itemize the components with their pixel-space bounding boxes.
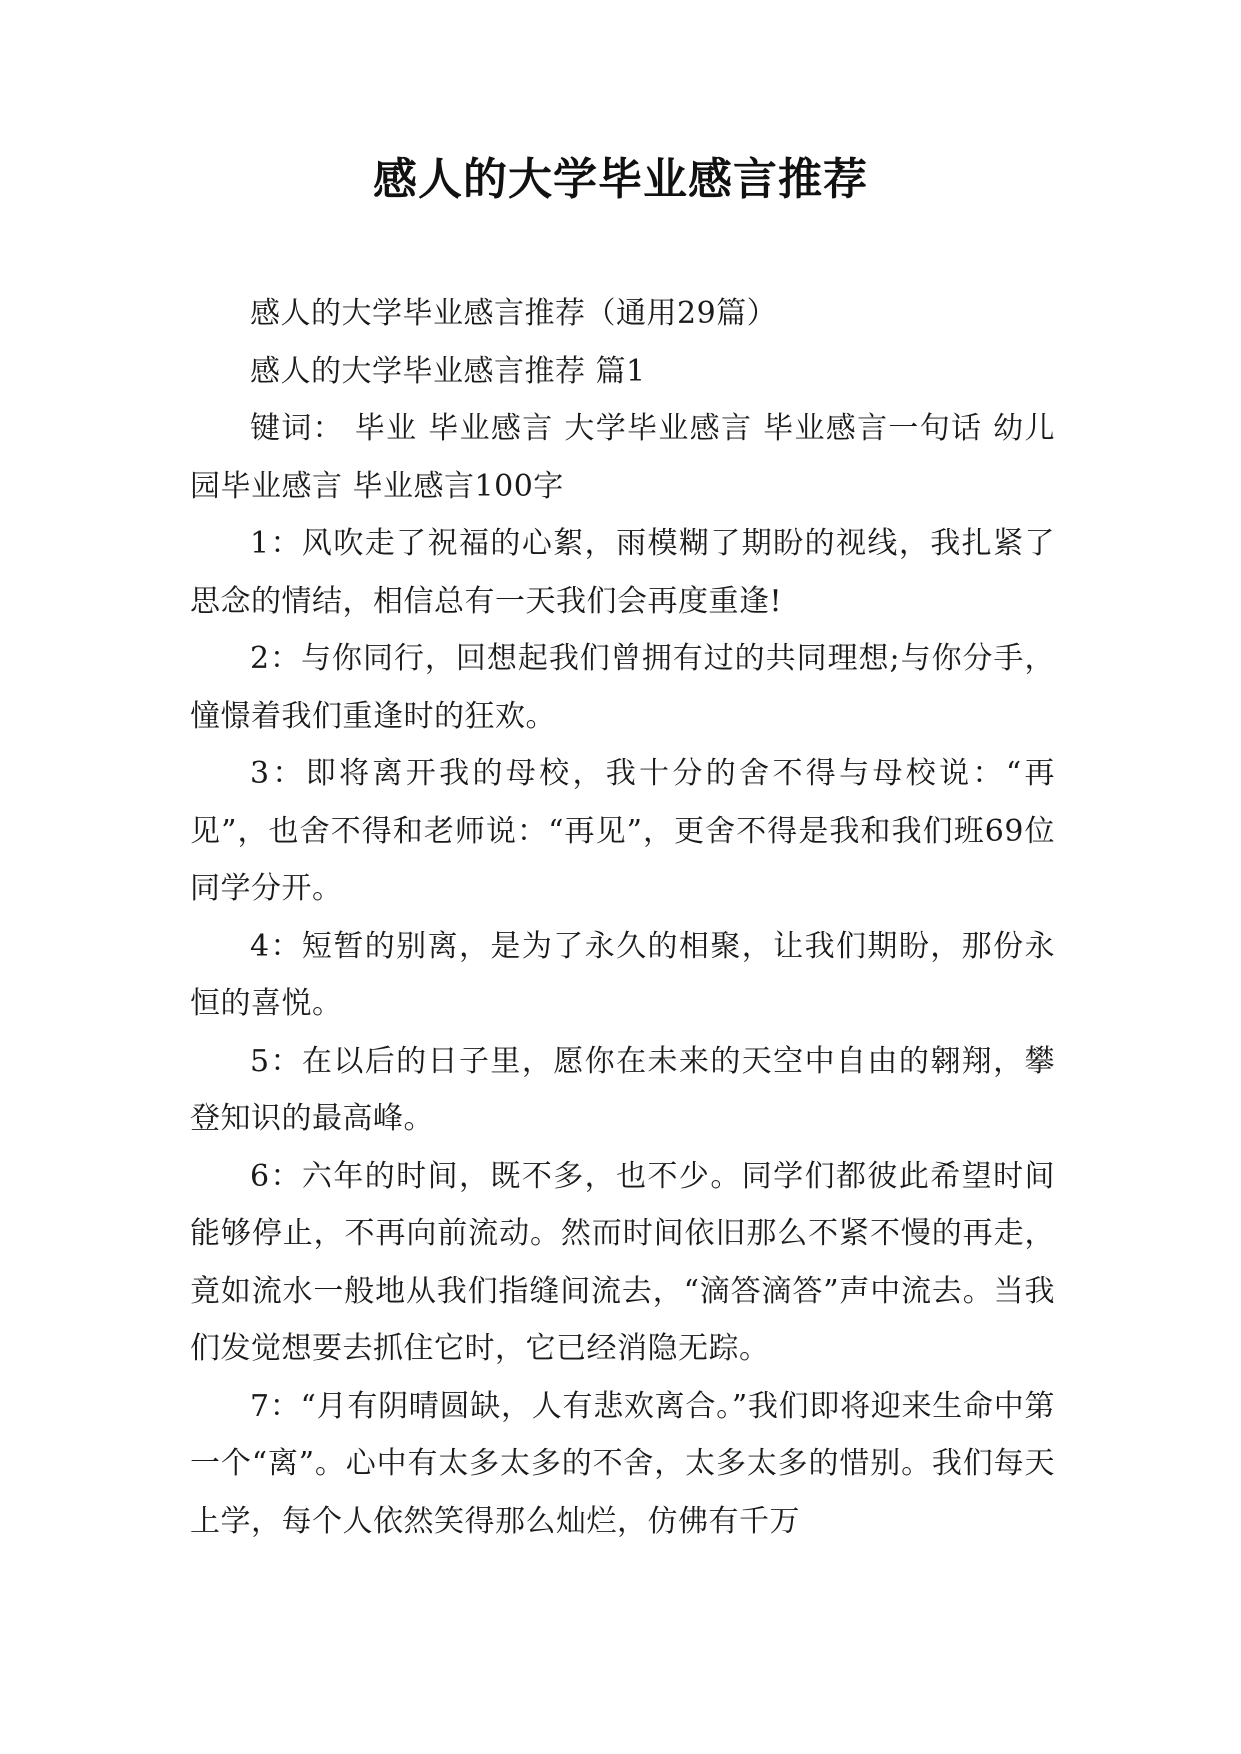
body-paragraph: 6：六年的时间，既不多，也不少。同学们都彼此希望时间能够停止，不再向前流动。然而时间依旧那么不紧不慢的再走，竟如流水一般地从我们指缝间流去，“滴答滴答”声中流去。当我们发觉想要去抓住它时，它已经消隐无踪。 <box>190 1158 1055 1366</box>
document-title: 感人的大学毕业感言推荐 <box>373 154 868 205</box>
body-paragraph: 2：与你同行，回想起我们曾拥有过的共同理想;与你分手，憧憬着我们重逢时的狂欢。 <box>190 641 1055 734</box>
section-heading: 感人的大学毕业感言推荐 篇1 <box>250 353 646 389</box>
body-paragraph: 5：在以后的日子里，愿你在未来的天空中自由的翱翔，攀登知识的最高峰。 <box>190 1043 1055 1136</box>
body-paragraph: 4：短暂的别离，是为了永久的相聚，让我们期盼，那份永恒的喜悦。 <box>190 928 1055 1021</box>
subtitle-paragraph: 感人的大学毕业感言推荐（通用29篇） <box>250 296 778 331</box>
body-paragraph: 1：风吹走了祝福的心絮，雨模糊了期盼的视线，我扎紧了思念的情结，相信总有一天我们会再度重逢! <box>190 526 1055 619</box>
keywords-paragraph: 键词： 毕业 毕业感言 大学毕业感言 毕业感言一句话 幼儿园毕业感言 毕业感言100字 <box>190 411 1055 504</box>
document-body <box>190 285 1055 1550</box>
body-paragraph: 7：“月有阴晴圆缺，人有悲欢离合。”我们即将迎来生命中第一个“离”。心中有太多太多的不舍，太多太多的惜别。我们每天上学，每个人依然笑得那么灿烂，仿佛有千万 <box>190 1388 1055 1539</box>
body-paragraph: 3：即将离开我的母校，我十分的舍不得与母校说：“再见”，也舍不得和老师说：“再见”，更舍不得是我和我们班69位同学分开。 <box>190 756 1055 906</box>
